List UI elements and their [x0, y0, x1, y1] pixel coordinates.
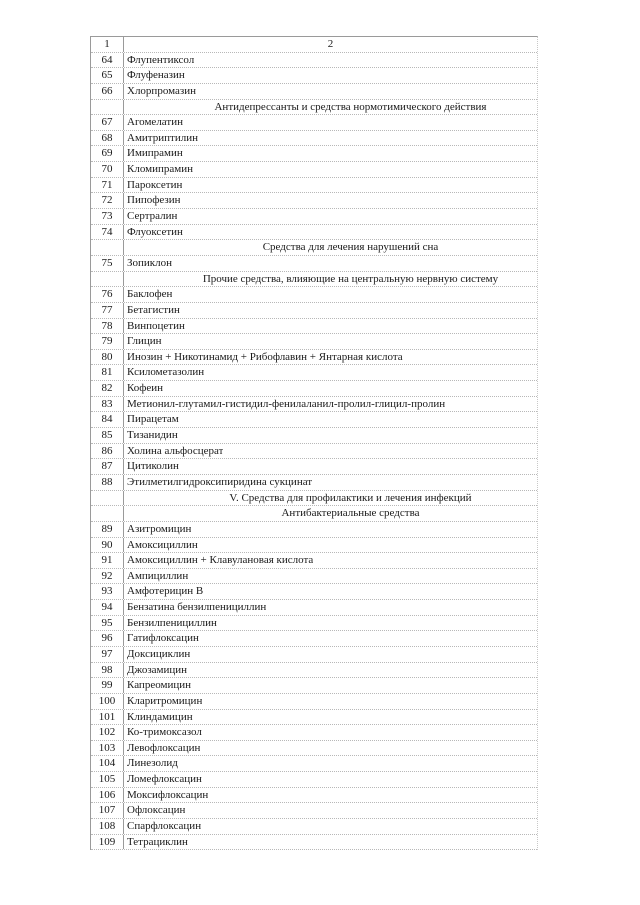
drug-name: Этилметилгидроксипиридина сукцинат — [127, 475, 313, 488]
table-row — [91, 256, 537, 272]
drug-name: Гатифлоксацин — [127, 632, 199, 645]
row-number: 81 — [91, 365, 124, 380]
table-row — [91, 569, 537, 585]
drug-name: Зопиклон — [127, 256, 173, 269]
table-row — [91, 663, 537, 679]
drug-name: Пароксетин — [127, 178, 183, 191]
row-number: 88 — [91, 475, 124, 490]
table-row — [91, 459, 537, 475]
row-number: 91 — [91, 553, 124, 568]
table-row — [91, 225, 537, 241]
row-number: 67 — [91, 115, 124, 130]
drug-name: Капреомицин — [127, 679, 191, 692]
header-col-number: 1 — [91, 37, 124, 52]
table-row — [91, 444, 537, 460]
row-number: 99 — [91, 678, 124, 693]
row-number: 101 — [91, 710, 124, 725]
table-row — [91, 631, 537, 647]
drug-name: Ампициллин — [127, 569, 189, 582]
table-row — [91, 788, 537, 804]
drug-name: Винпоцетин — [127, 319, 185, 332]
table-row — [91, 287, 537, 303]
drug-name: Офлоксацин — [127, 804, 186, 817]
drug-name: Левофлоксацин — [127, 741, 201, 754]
drug-name: Ко-тримоксазол — [127, 726, 202, 739]
row-number: 89 — [91, 522, 124, 537]
row-number: 71 — [91, 178, 124, 193]
table-row — [91, 678, 537, 694]
table-row — [91, 538, 537, 554]
table-row — [91, 397, 537, 413]
row-number: 76 — [91, 287, 124, 302]
table-row — [91, 772, 537, 788]
drug-name: Флуфеназин — [127, 69, 185, 82]
table-row — [91, 178, 537, 194]
table-row — [91, 53, 537, 69]
row-number: 103 — [91, 741, 124, 756]
drug-name: Тизанидин — [127, 429, 178, 442]
section-heading-row — [91, 240, 537, 256]
drug-name: Спарфлоксацин — [127, 820, 202, 833]
table-row — [91, 381, 537, 397]
row-number — [91, 100, 124, 115]
row-number: 106 — [91, 788, 124, 803]
table-row — [91, 725, 537, 741]
drug-name: Тетрациклин — [127, 835, 188, 848]
table-row — [91, 756, 537, 772]
drug-name: Имипрамин — [127, 147, 183, 160]
row-number: 68 — [91, 131, 124, 146]
row-number — [91, 240, 124, 255]
table-row — [91, 584, 537, 600]
drug-name: Инозин + Никотинамид + Рибофлавин + Янтарная кислота — [127, 350, 403, 363]
table-row — [91, 475, 537, 491]
row-number: 108 — [91, 819, 124, 834]
section-heading: V. Средства для профилактики и лечения инфекций — [229, 491, 472, 504]
table-row — [91, 412, 537, 428]
table-row — [91, 803, 537, 819]
drug-name: Азитромицин — [127, 522, 192, 535]
table-row — [91, 835, 537, 851]
table-row — [91, 741, 537, 757]
table-row — [91, 819, 537, 835]
row-number: 79 — [91, 334, 124, 349]
section-heading: Средства для лечения нарушений сна — [262, 241, 439, 254]
table-row — [91, 710, 537, 726]
table-row — [91, 303, 537, 319]
section-heading: Прочие средства, влияющие на центральную нервную систему — [202, 272, 499, 285]
table-row — [91, 146, 537, 162]
drug-name: Доксициклин — [127, 647, 191, 660]
drug-name: Цитиколин — [127, 460, 179, 473]
drug-name: Кофеин — [127, 382, 164, 395]
row-number: 72 — [91, 193, 124, 208]
drug-name: Сертралин — [127, 210, 178, 223]
row-number: 98 — [91, 663, 124, 678]
table-row — [91, 131, 537, 147]
table-row — [91, 193, 537, 209]
table-row — [91, 600, 537, 616]
section-heading-row — [91, 506, 537, 522]
row-number: 77 — [91, 303, 124, 318]
drug-name: Моксифлоксацин — [127, 788, 209, 801]
row-number: 95 — [91, 616, 124, 631]
row-number: 75 — [91, 256, 124, 271]
drug-name: Агомелатин — [127, 116, 183, 129]
drug-name: Метионил-глутамил-гистидил-фенилаланил-пролил-глицил-пролин — [127, 397, 446, 410]
section-heading: Антидепрессанты и средства нормотимического действия — [214, 100, 487, 113]
table-row — [91, 209, 537, 225]
table-header-row — [91, 37, 537, 53]
row-number: 93 — [91, 584, 124, 599]
row-number: 102 — [91, 725, 124, 740]
row-number: 94 — [91, 600, 124, 615]
row-number: 73 — [91, 209, 124, 224]
row-number: 107 — [91, 803, 124, 818]
table-row — [91, 694, 537, 710]
row-number: 97 — [91, 647, 124, 662]
drug-name: Линезолид — [127, 757, 178, 770]
row-number: 65 — [91, 68, 124, 83]
drug-name: Флупентиксол — [127, 53, 195, 66]
row-number: 70 — [91, 162, 124, 177]
row-number: 85 — [91, 428, 124, 443]
table-row — [91, 319, 537, 335]
drug-name: Пирацетам — [127, 413, 179, 426]
drug-name: Кломипрамин — [127, 163, 193, 176]
table-row — [91, 365, 537, 381]
drug-name: Глицин — [127, 335, 162, 348]
section-heading-row — [91, 272, 537, 288]
drug-name: Бетагистин — [127, 303, 180, 316]
drug-name: Хлорпромазин — [127, 84, 196, 97]
row-number — [91, 272, 124, 287]
row-number: 105 — [91, 772, 124, 787]
drug-name: Кларитромицин — [127, 694, 203, 707]
row-number: 74 — [91, 225, 124, 240]
row-number: 84 — [91, 412, 124, 427]
drug-name: Амоксициллин — [127, 538, 198, 551]
table-row — [91, 350, 537, 366]
row-number — [91, 506, 124, 521]
drug-name: Бензатина бензилпенициллин — [127, 601, 267, 614]
section-heading-row — [91, 100, 537, 116]
row-number: 82 — [91, 381, 124, 396]
drug-name: Баклофен — [127, 288, 173, 301]
drug-name: Амфотерицин В — [127, 585, 204, 598]
table-row — [91, 68, 537, 84]
header-col-name: 2 — [327, 38, 334, 50]
drug-name: Ломефлоксацин — [127, 773, 202, 786]
table-row — [91, 553, 537, 569]
row-number: 96 — [91, 631, 124, 646]
row-number: 86 — [91, 444, 124, 459]
section-heading: Антибактериальные средства — [281, 507, 420, 520]
table-row — [91, 616, 537, 632]
row-number: 109 — [91, 835, 124, 850]
row-number: 104 — [91, 756, 124, 771]
row-number: 90 — [91, 538, 124, 553]
row-number: 87 — [91, 459, 124, 474]
drug-name: Бензилпенициллин — [127, 616, 217, 629]
row-number: 100 — [91, 694, 124, 709]
table-row — [91, 522, 537, 538]
table-row — [91, 162, 537, 178]
row-number: 78 — [91, 319, 124, 334]
drug-name: Флуоксетин — [127, 225, 183, 238]
table-row — [91, 84, 537, 100]
row-number: 92 — [91, 569, 124, 584]
drug-name: Джозамицин — [127, 663, 188, 676]
table-row — [91, 334, 537, 350]
drug-name: Пипофезин — [127, 194, 181, 207]
table-row — [91, 428, 537, 444]
drug-name: Клиндамицин — [127, 710, 193, 723]
drug-name: Амитриптилин — [127, 131, 198, 144]
drug-name: Ксилометазолин — [127, 366, 205, 379]
section-heading-row — [91, 491, 537, 507]
table-row — [91, 647, 537, 663]
row-number: 66 — [91, 84, 124, 99]
row-number: 83 — [91, 397, 124, 412]
row-number — [91, 491, 124, 506]
row-number: 64 — [91, 53, 124, 68]
row-number: 69 — [91, 146, 124, 161]
drug-name: Амоксициллин + Клавулановая кислота — [127, 554, 314, 567]
table-row — [91, 115, 537, 131]
drug-name: Холина альфосцерат — [127, 444, 224, 457]
drug-list-table — [90, 36, 538, 850]
row-number: 80 — [91, 350, 124, 365]
